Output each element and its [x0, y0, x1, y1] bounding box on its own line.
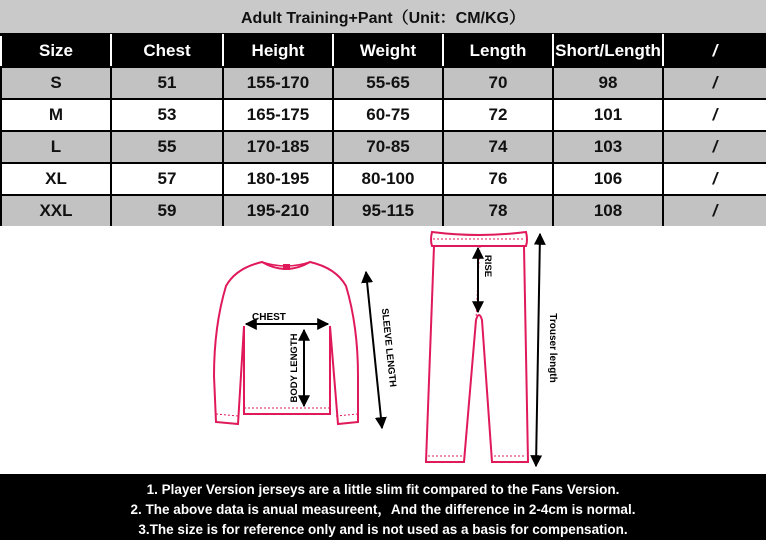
cell-slash: /: [663, 195, 766, 227]
table-row: [1, 131, 766, 163]
body-length-label: BODY LENGTH: [289, 333, 300, 403]
measurement-diagram: [0, 226, 766, 474]
header-weight: Weight: [333, 35, 443, 67]
cell-short-length: 101: [553, 99, 663, 131]
cell-short-length: 103: [553, 131, 663, 163]
cell-weight: 80-100: [333, 163, 443, 195]
sleeve-length-arrow: [366, 272, 382, 428]
cell-length: 70: [443, 67, 553, 99]
header-short-length: Short/Length: [553, 35, 663, 67]
cell-slash: /: [663, 99, 766, 131]
cell-chest: 55: [111, 131, 223, 163]
shirt-outline: [214, 262, 358, 424]
cell-weight: 55-65: [333, 67, 443, 99]
cell-weight: 95-115: [333, 195, 443, 227]
cell-size: M: [1, 99, 111, 131]
header-chest: Chest: [111, 35, 223, 67]
cell-size: XXL: [1, 195, 111, 227]
chest-label: CHEST: [252, 312, 286, 323]
note-line: 3.The size is for reference only and is not used as a basis for compensation.: [138, 522, 628, 537]
cell-height: 170-185: [223, 131, 333, 163]
sleeve-length-label: SLEEVE LENGTH: [378, 307, 399, 388]
cell-height: 155-170: [223, 67, 333, 99]
cell-slash: /: [663, 131, 766, 163]
header-slash: /: [663, 35, 766, 67]
cell-size: XL: [1, 163, 111, 195]
cell-height: 180-195: [223, 163, 333, 195]
cell-chest: 51: [111, 67, 223, 99]
trouser-length-label: Trouser length: [547, 313, 558, 383]
cell-length: 72: [443, 99, 553, 131]
cell-short-length: 106: [553, 163, 663, 195]
size-table: [0, 34, 766, 228]
rise-label: RISE: [482, 254, 493, 278]
cell-short-length: 108: [553, 195, 663, 227]
cell-size: L: [1, 131, 111, 163]
header-length: Length: [443, 35, 553, 67]
trouser-length-arrow: [536, 234, 540, 466]
note-line: 1. Player Version jerseys are a little slim fit compared to the Fans Version.: [146, 482, 620, 497]
cell-length: 78: [443, 195, 553, 227]
cell-chest: 57: [111, 163, 223, 195]
cell-height: 195-210: [223, 195, 333, 227]
cell-size: S: [1, 67, 111, 99]
cell-chest: 53: [111, 99, 223, 131]
diagram-svg: [0, 226, 766, 474]
header-size: Size: [1, 35, 111, 67]
table-row: [1, 67, 766, 99]
table-row: [1, 99, 766, 131]
cell-slash: /: [663, 163, 766, 195]
note-line: 2. The above data is anual measureent，And the difference in 2-4cm is normal.: [130, 502, 636, 517]
cell-length: 76: [443, 163, 553, 195]
table-row: [1, 163, 766, 195]
cell-length: 74: [443, 131, 553, 163]
table-row: [1, 195, 766, 227]
cell-weight: 70-85: [333, 131, 443, 163]
cell-short-length: 98: [553, 67, 663, 99]
cell-weight: 60-75: [333, 99, 443, 131]
chart-title: Adult Training+Pant（Unit：CM/KG）: [0, 0, 766, 34]
cell-chest: 59: [111, 195, 223, 227]
table-header-row: [1, 35, 766, 67]
cell-height: 165-175: [223, 99, 333, 131]
cell-slash: /: [663, 67, 766, 99]
header-height: Height: [223, 35, 333, 67]
notes-panel: [0, 474, 766, 540]
shirt-logo-icon: [283, 264, 290, 270]
